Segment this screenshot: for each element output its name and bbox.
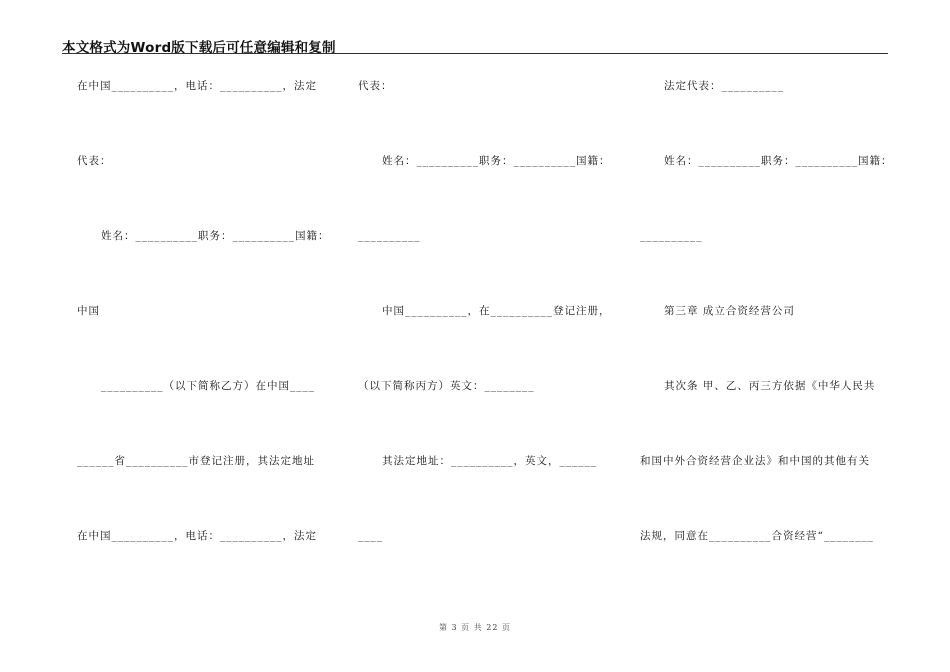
middle-col-line-2: 姓名：__________职务：__________国籍： <box>382 155 611 167</box>
middle-col-line-4: 中国__________，在__________登记注册， <box>382 305 611 317</box>
middle-col-line-1: 代表： <box>358 80 393 92</box>
left-col-line-5: __________（以下简称乙方）在中国____ <box>101 380 315 392</box>
right-col-line-5: 其次条 甲、乙、丙三方依据《中华人民共 <box>664 380 876 392</box>
right-col-line-7: 法规，同意在__________合资经营“________ <box>640 530 874 542</box>
document-header-title: 本文格式为Word版下载后可任意编辑和复制 <box>62 40 336 56</box>
right-col-line-6: 和国中外合资经营企业法》和中国的其他有关 <box>640 455 870 467</box>
left-col-line-2: 代表： <box>77 155 112 167</box>
middle-col-line-7: ____ <box>358 530 383 542</box>
left-col-line-6: ______省__________市登记注册，其法定地址 <box>77 455 315 467</box>
right-col-line-3: __________ <box>640 230 703 242</box>
middle-col-line-5: （以下简称丙方）英文：________ <box>358 380 535 392</box>
right-col-line-1: 法定代表：__________ <box>664 80 784 92</box>
right-col-line-4: 第三章 成立合资经营公司 <box>664 305 795 317</box>
left-col-line-3: 姓名：__________职务：__________国籍： <box>101 230 330 242</box>
page-number-footer: 第 3 页 共 22 页 <box>439 623 511 632</box>
right-col-line-2: 姓名：__________职务：__________国籍： <box>664 155 893 167</box>
middle-col-line-3: __________ <box>358 230 421 242</box>
left-col-line-4: 中国 <box>77 305 100 317</box>
header-divider <box>62 53 888 54</box>
left-col-line-1: 在中国__________，电话：__________，法定 <box>77 80 317 92</box>
left-col-line-7: 在中国__________，电话：__________，法定 <box>77 530 317 542</box>
middle-col-line-6: 其法定地址：__________，英文，______ <box>382 455 597 467</box>
